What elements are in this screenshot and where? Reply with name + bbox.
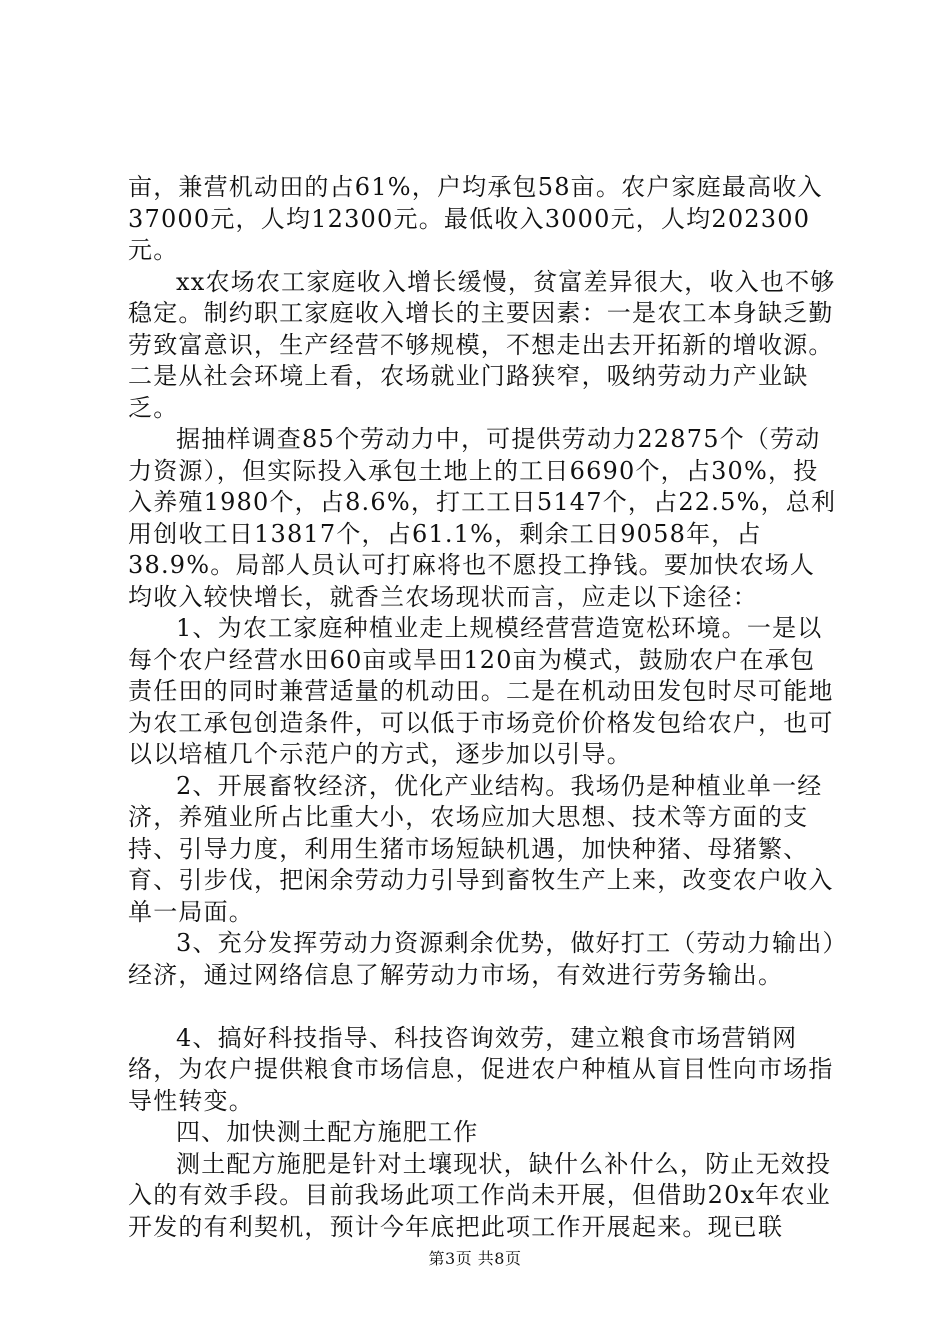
section-heading: 四、加快测土配方施肥工作: [176, 1118, 479, 1146]
paragraph: 1、为农工家庭种植业走上规模经营营造宽松环境。一是以每个农户经营水田60亩或旱田120亩为模式，鼓励农户在承包责任田的同时兼营适量的机动田。二是在机动田发包时尽可能地为农工承包创造条件，可以低于市场竞价价格发包给农户，也可以以培植几个示范户的方式，逐步加以引导。: [128, 614, 834, 768]
paragraph: 3、充分发挥劳动力资源剩余优势，做好打工（劳动力输出）经济，通过网络信息了解劳动力市场，有效进行劳务输出。: [128, 929, 836, 989]
paragraph: 4、搞好科技指导、科技咨询效劳，建立粮食市场营销网络，为农户提供粮食市场信息，促进农户种植从盲目性向市场指导性转变。: [128, 1023, 834, 1115]
document-body: [128, 172, 840, 1243]
page-footer: [0, 1246, 950, 1269]
paragraph: 据抽样调查85个劳动力中，可提供劳动力22875个（劳动力资源），但实际投入承包土地上的工日6690个，占30%，投入养殖1980个，占8.6%，打工工日5147个，占22.5%，总利用创收工日13817个，占61.1%，剩余工日9058年，占38.9%。局部人员认可打麻将也不愿投工挣钱。要加快农场人均收入较快增长，就香兰农场现状而言，应走以下途径：: [128, 425, 837, 611]
blank-line: [128, 991, 840, 1023]
paragraph: 测土配方施肥是针对土壤现状，缺什么补什么，防止无效投入的有效手段。目前我场此项工作尚未开展，但借助20x年农业开发的有利契机，预计今年底把此项工作开展起来。现已联: [128, 1149, 832, 1241]
page-number-label: 第3页 共8页: [428, 1249, 522, 1268]
paragraph: xx农场农工家庭收入增长缓慢，贫富差异很大，收入也不够稳定。制约职工家庭收入增长的主要因素：一是农工本身缺乏勤劳致富意识，生产经营不够规模，不想走出去开拓新的增收源。二是从社会环境上看，农场就业门路狭窄，吸纳劳动力产业缺乏。: [128, 267, 836, 422]
paragraph: 2、开展畜牧经济，优化产业结构。我场仍是种植业单一经济，养殖业所占比重大小，农场应加大思想、技术等方面的支持、引导力度，利用生猪市场短缺机遇，加快种猪、母猪繁、育、引步伐，把闲余劳动力引导到畜牧生产上来，改变农户收入单一局面。: [128, 771, 834, 926]
paragraph: 亩，兼营机动田的占61%，户均承包58亩。农户家庭最高收入37000元，人均12300元。最低收入3000元，人均202300元。: [128, 173, 823, 264]
